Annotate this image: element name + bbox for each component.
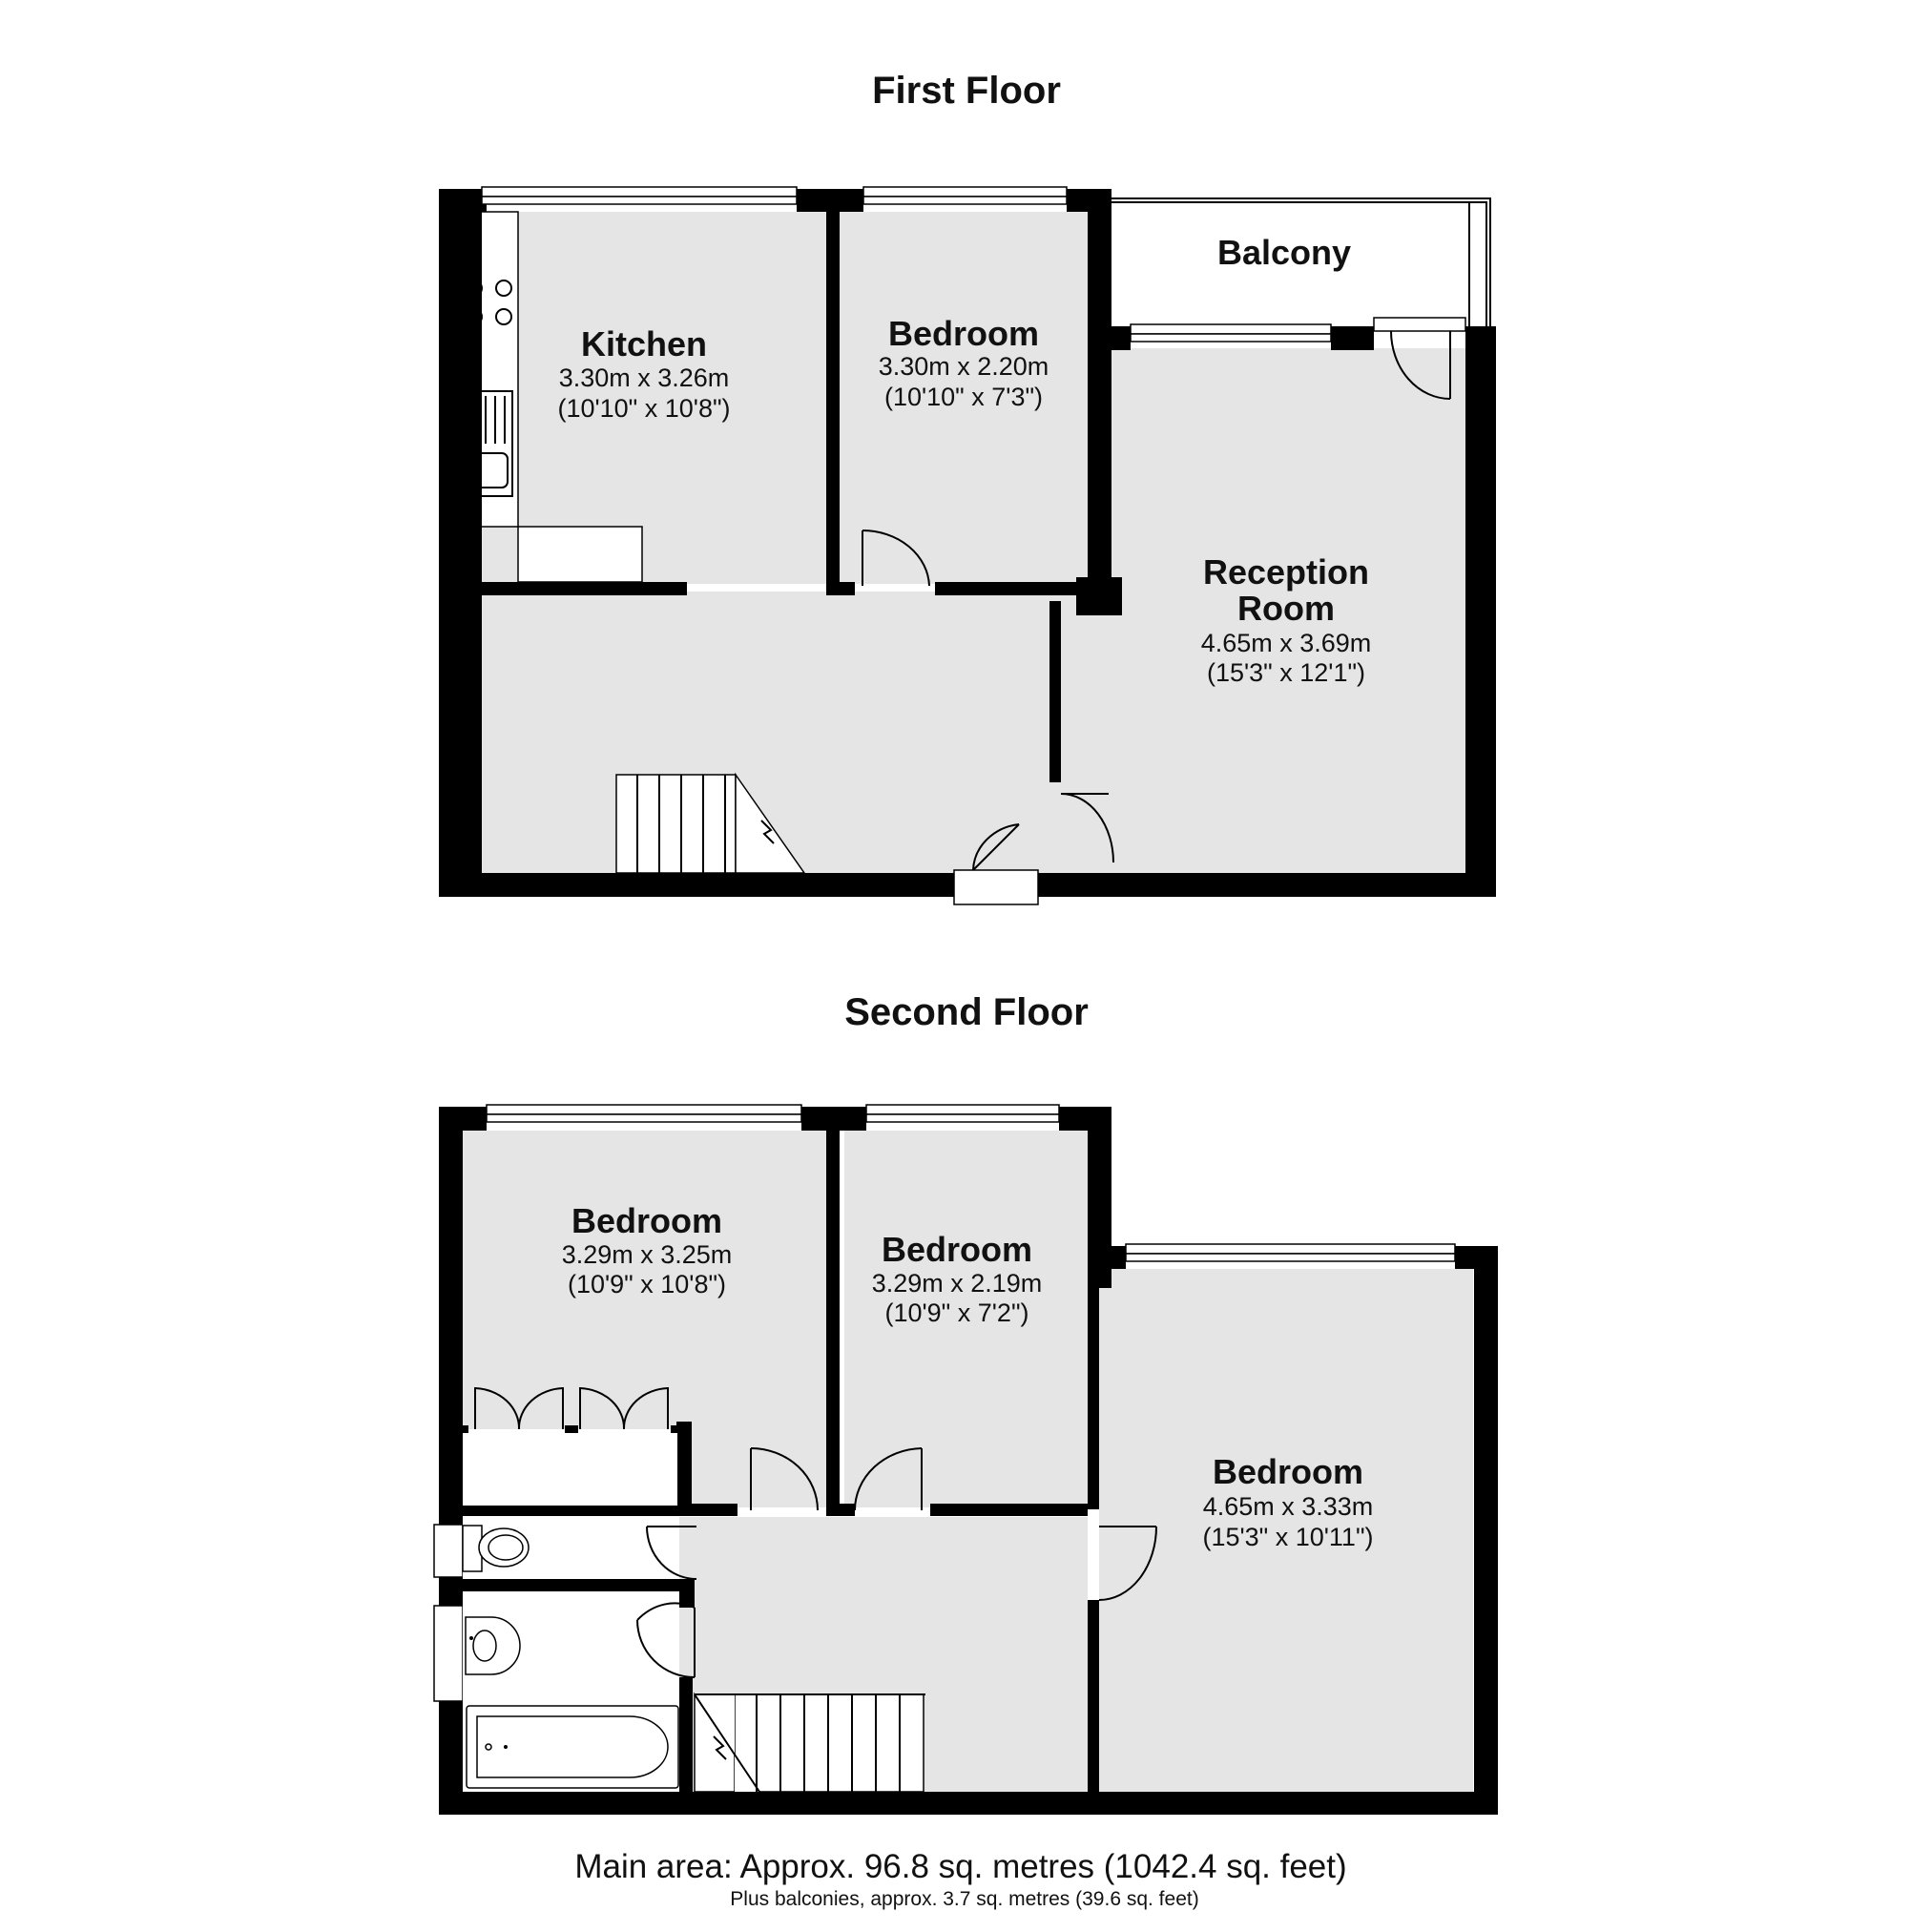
bedroom2-dimensions-m: 3.29m x 2.19m bbox=[871, 1269, 1043, 1298]
second-floor-title: Second Floor bbox=[844, 991, 1089, 1033]
bedroom3-label: Bedroom bbox=[1212, 1452, 1364, 1491]
bedroom3-dimensions-ft: (15'3" x 10'11") bbox=[1202, 1523, 1374, 1551]
bedroom1-dimensions-ft: (10'9" x 10'8") bbox=[567, 1270, 727, 1298]
first-floor-title: First Floor bbox=[872, 70, 1061, 112]
staircase bbox=[695, 1694, 925, 1792]
reception-label-line2: Room bbox=[1237, 589, 1335, 628]
reception-label-line1: Reception bbox=[1202, 552, 1370, 592]
main-area-text: Main area: Approx. 96.8 sq. metres (1042.4 sq. feet) bbox=[574, 1848, 1347, 1885]
bedroom-label: Bedroom bbox=[887, 314, 1040, 353]
kitchen-label: Kitchen bbox=[580, 324, 708, 364]
toilet-icon bbox=[463, 1516, 679, 1579]
first-floor-plan bbox=[439, 187, 1496, 904]
bedroom-dimensions-ft: (10'10" x 7'3") bbox=[883, 383, 1044, 411]
balcony-label: Balcony bbox=[1216, 233, 1352, 272]
bedroom1-dimensions-m: 3.29m x 3.25m bbox=[561, 1240, 733, 1269]
second-floor-plan bbox=[434, 1105, 1498, 1815]
bedroom1-label: Bedroom bbox=[571, 1201, 723, 1240]
wall bbox=[439, 189, 482, 897]
reception-dimensions-m: 4.65m x 3.69m bbox=[1200, 629, 1372, 657]
bedroom2-label: Bedroom bbox=[881, 1230, 1033, 1269]
bedroom2-dimensions-ft: (10'9" x 7'2") bbox=[884, 1298, 1029, 1327]
kitchen-dimensions-ft: (10'10" x 10'8") bbox=[557, 394, 731, 423]
bedroom-dimensions-m: 3.30m x 2.20m bbox=[878, 352, 1049, 381]
kitchen-dimensions-m: 3.30m x 3.26m bbox=[558, 364, 730, 392]
reception-dimensions-ft: (15'3" x 12'1") bbox=[1206, 658, 1366, 687]
bedroom3-dimensions-m: 4.65m x 3.33m bbox=[1202, 1492, 1374, 1521]
balconies-area-text: Plus balconies, approx. 3.7 sq. metres (39.6 sq. feet) bbox=[730, 1888, 1199, 1910]
bathroom bbox=[463, 1591, 679, 1792]
